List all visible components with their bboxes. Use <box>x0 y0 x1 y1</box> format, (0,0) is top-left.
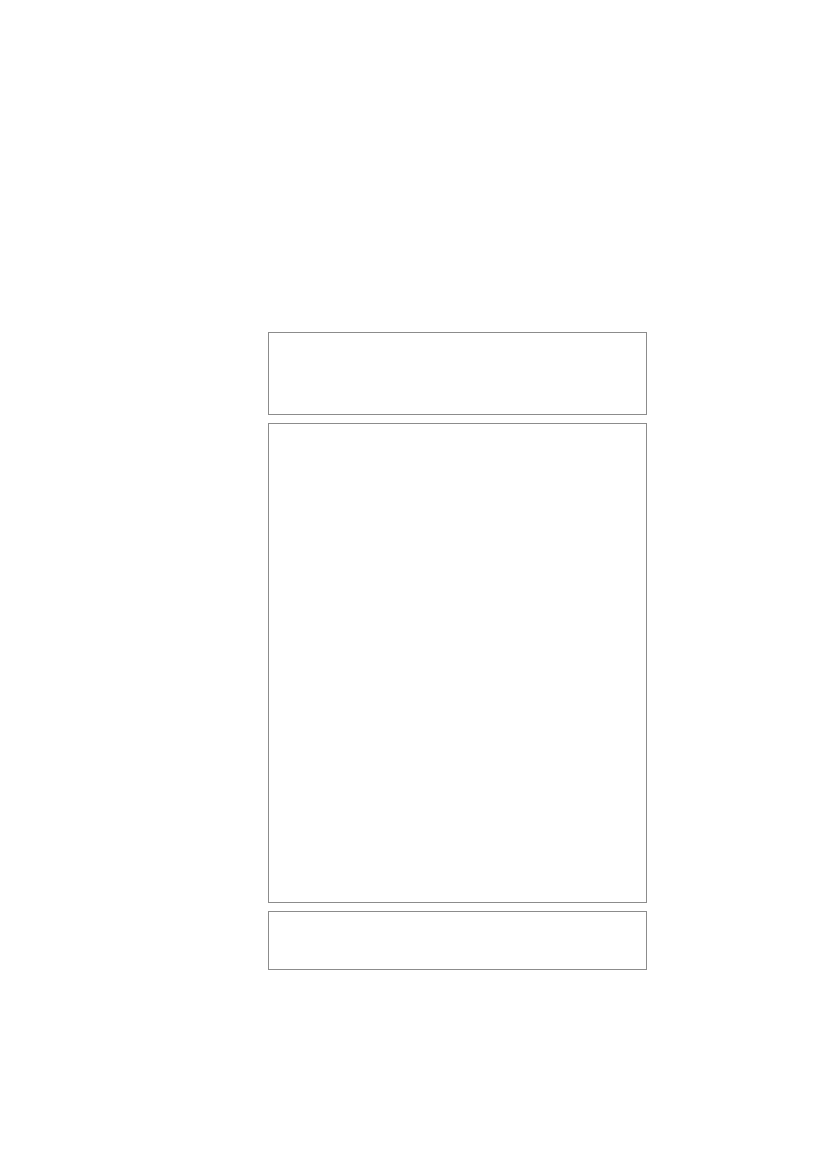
orientation-box <box>268 332 647 415</box>
events-box <box>268 423 647 903</box>
reorientation-box <box>268 911 647 970</box>
